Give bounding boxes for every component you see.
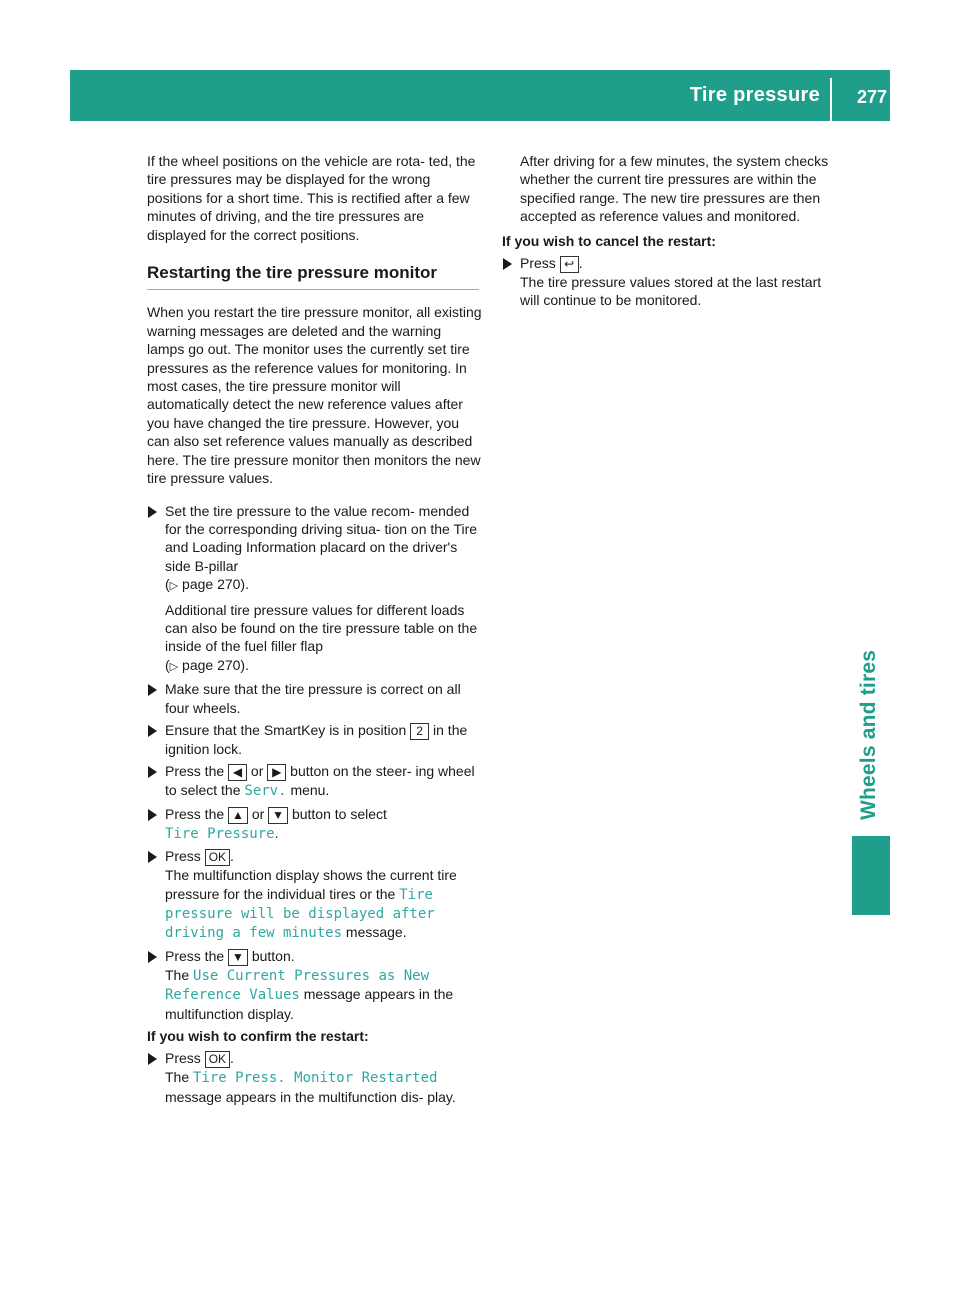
- display-text-serv: Serv.: [244, 783, 287, 800]
- step-press-ok: Press OK . The multifunction display shows the current tire pressure for the individual tires or the Tire pressure will be displayed after driving a few minutes message.: [147, 847, 482, 943]
- step-press-down: Press the ▼ button. The Use Current Pressures as New Reference Values message appears in the multifunction display.: [147, 947, 482, 1023]
- header-divider: [830, 78, 832, 121]
- page-ref-icon: ▷: [169, 580, 179, 593]
- step-arrow-icon: [148, 809, 157, 821]
- left-column: [147, 152, 482, 1110]
- display-text-tire-pressure: Tire Pressure: [165, 825, 275, 842]
- side-tab-label: Wheels and tires: [857, 649, 880, 820]
- page-ref-icon: ▷: [169, 660, 179, 673]
- down-button-icon: ▼: [228, 949, 248, 966]
- step-confirm-ok: Press OK . The Tire Press. Monitor Restarted message appears in the multifunction dis- play.: [147, 1049, 482, 1106]
- side-tab-marker: [852, 836, 890, 915]
- position-2-key-icon: 2: [410, 723, 429, 740]
- section-heading: Restarting the tire pressure monitor: [147, 264, 479, 290]
- display-text-message: Tire pressure will be displayed after driving a few minutes: [165, 886, 435, 942]
- ok-button-icon: OK: [205, 1051, 230, 1068]
- intro-paragraph: If the wheel positions on the vehicle are rota- ted, the tire pressures may be displayed for the wrong positions for a short time. This is rectified after a few minutes of driving, and the tire pressures are displayed for the correct positions.: [147, 153, 476, 243]
- step-arrow-icon: [148, 684, 157, 696]
- step-select-tire-pressure: Press the ▲ or ▼ button to select Tire Pressure.: [147, 805, 482, 843]
- display-text-use-current: Use Current Pressures as New Reference Values: [165, 967, 430, 1004]
- step-arrow-icon: [148, 766, 157, 778]
- step-check-wheels: Make sure that the tire pressure is correct on all four wheels.: [147, 680, 482, 717]
- ok-button-icon: OK: [205, 849, 230, 866]
- step-arrow-icon: [148, 725, 157, 737]
- step-smartkey: Ensure that the SmartKey is in position 2 in the ignition lock.: [147, 721, 482, 758]
- header-bar: [70, 70, 890, 121]
- step-arrow-icon: [148, 1053, 157, 1065]
- step-select-serv: Press the ◀ or ▶ button on the steer- ing wheel to select the Serv. menu.: [147, 762, 482, 800]
- step-arrow-icon: [148, 951, 157, 963]
- left-button-icon: ◀: [228, 764, 247, 781]
- right-button-icon: ▶: [267, 764, 286, 781]
- down-button-icon: ▼: [268, 807, 288, 824]
- right-paragraph: After driving for a few minutes, the system checks whether the current tire pressures are within the specified range. The new tire pressures are then accepted as reference values and monitored.: [520, 153, 829, 225]
- confirm-heading: If you wish to confirm the restart:: [147, 1028, 369, 1045]
- step-set-pressure: Set the tire pressure to the value recom- mended for the corresponding driving situa- tion on the Tire and Loading Information placard on the driver's side B-pillar (▷ page 270). Additional tire pressure values for different loads can also be found on the tire pressure table on the inside of the fuel filler flap (▷ page 270).: [147, 502, 482, 677]
- step-arrow-icon: [503, 258, 512, 270]
- back-button-icon: ↩: [560, 256, 579, 273]
- up-button-icon: ▲: [228, 807, 248, 824]
- cancel-heading: If you wish to cancel the restart:: [502, 232, 716, 249]
- header-title: Tire pressure: [689, 84, 820, 106]
- page-number: 277: [856, 87, 887, 107]
- section-body: When you restart the tire pressure monitor, all existing warning messages are deleted and the warning lamps go out. The monitor uses the currently set tire pressures as the reference values for monitoring. In most cases, the tire pressure monitor will automatically detect the new reference values after you have changed the tire pressure. However, you can also set reference values manually as described here. The tire pressure monitor then monitors the new tire pressure values.: [147, 304, 482, 487]
- step-cancel: Press ↩ . The tire pressure values stored at the last restart will continue to be monitored.: [502, 254, 832, 310]
- display-text-restarted: Tire Press. Monitor Restarted: [193, 1070, 438, 1087]
- right-column: [502, 152, 832, 314]
- step-arrow-icon: [148, 851, 157, 863]
- step-arrow-icon: [148, 506, 157, 518]
